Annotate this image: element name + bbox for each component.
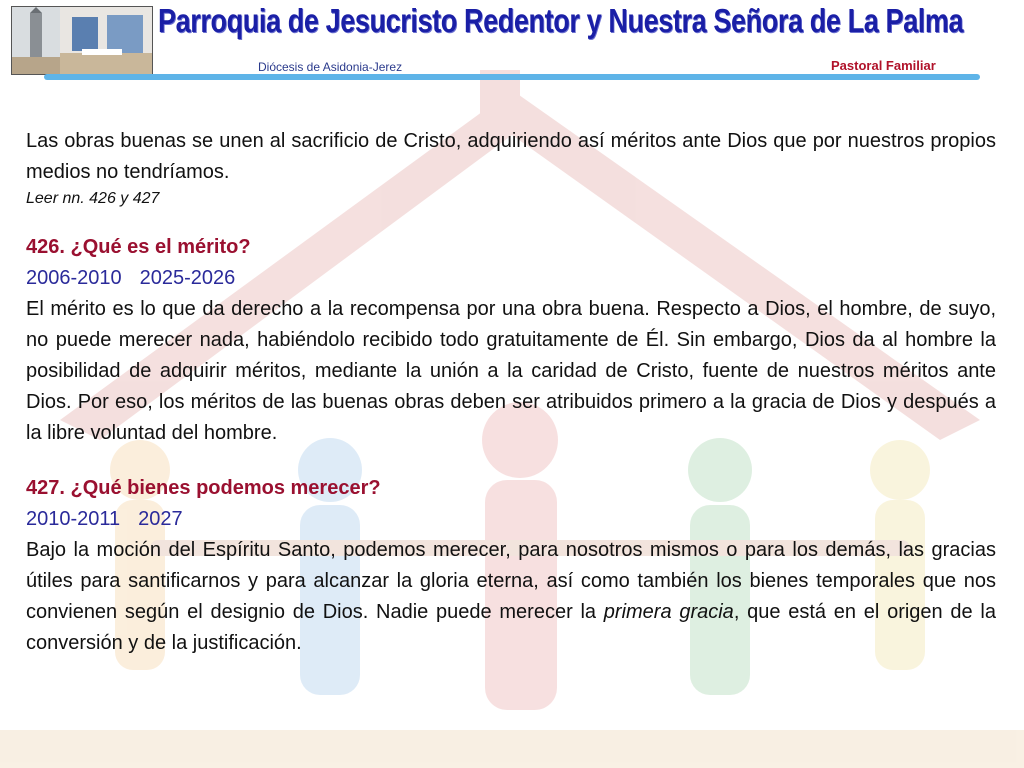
reference-range: 2010-2011 — [26, 508, 121, 530]
intro-paragraph: Las obras buenas se unen al sacrificio de Cristo, adquiriendo así méritos ante Dios que por nuestros propios medios no tendríamos. — [26, 130, 996, 183]
main-content — [26, 126, 996, 659]
header-divider — [44, 74, 980, 80]
reference-range: 2006-2010 — [26, 267, 122, 289]
reference-range: 2025-2026 — [139, 267, 236, 289]
diocese-label: Diócesis de Asidonia-Jerez — [258, 60, 403, 74]
answer-text: Bajo la moción del Espíritu Santo, podemos merecer, para nosotros mismos o para los demás, las gracias útiles para santificarnos y para alcanzar la gloria eterna, así como también los bienes temporales que nos convienen según el designio de Dios. Nadie puede merecer la — [26, 539, 996, 623]
question-426-heading: 426. ¿Qué es el mérito? — [26, 236, 251, 258]
answer-text: , que está en el origen de la conversión y de la justificación. — [26, 601, 996, 654]
question-426-references — [26, 263, 996, 294]
question-426-answer: El mérito es lo que da derecho a la recompensa por una obra buena. Respecto a Dios, el hombre, de suyo, no puede merecer nada, habiéndolo recibido todo gratuitamente de Él. Sin embargo, Dios da al hombre la posibilidad de adquirir méritos, mediante la unión a la caridad de Cristo, fuente de nuestros méritos ante Dios. Por eso, los méritos de las buenas obras deben ser atribuidos primero a la gracia de Dios y después a la libre voluntad del hombre. — [26, 298, 996, 444]
parish-title: Parroquia de Jesucristo Redentor y Nuestra Señora de La Palma — [158, 2, 964, 39]
question-427-heading: 427. ¿Qué bienes podemos merecer? — [26, 477, 381, 499]
question-427-answer — [26, 535, 996, 659]
reference-range: 2027 — [138, 508, 183, 530]
answer-emphasis: primera gracia — [603, 601, 734, 623]
section-label: Pastoral Familiar — [831, 58, 936, 73]
church-photo — [11, 6, 153, 75]
reading-reference: Leer nn. 426 y 427 — [26, 190, 160, 207]
question-427-references — [26, 504, 996, 535]
